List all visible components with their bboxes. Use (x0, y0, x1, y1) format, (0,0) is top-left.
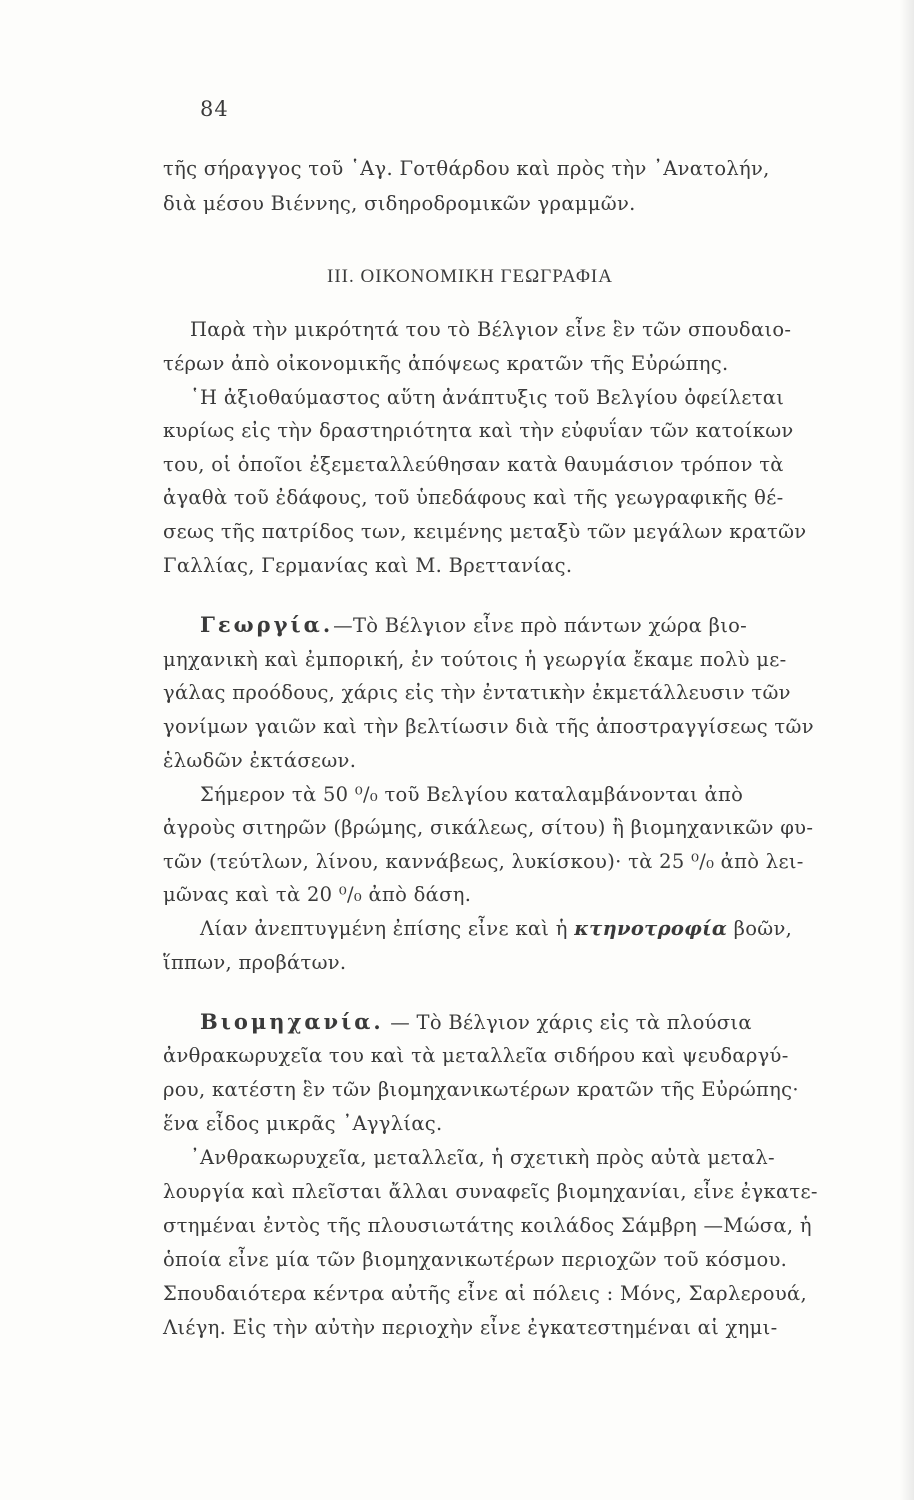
text-line: Γαλλίας, Γερμανίας καὶ Μ. Βρεττανίας. (163, 554, 573, 577)
text-line: ἑλωδῶν ἐκτάσεων. (163, 749, 357, 772)
text-line: μῶνας καὶ τὰ 20 ⁰/₀ ἀπὸ δάση. (163, 883, 472, 906)
paragraph-lead (200, 612, 747, 639)
text-line: στημέναι ἐντὸς τῆς πλουσιωτάτης κοιλάδος Σάμβρη —Μώσα, ἡ (163, 1214, 812, 1237)
text-line: ρου, κατέστη ἓν τῶν βιομηχανικωτέρων κρατῶν τῆς Εὐρώπης· (163, 1078, 799, 1101)
page-edge-shadow (900, 0, 914, 1500)
text-line: τέρων ἀπὸ οἰκονομικῆς ἀπόψεως κρατῶν τῆς Εὐρώπης. (163, 352, 729, 375)
text-line: του, οἱ ὁποῖοι ἐξεμεταλλεύθησαν κατὰ θαυμάσιον τρόπον τὰ (163, 453, 784, 476)
text-line: Παρὰ τὴν μικρότητά του τὸ Βέλγιον εἶνε ἓν τῶν σπουδαιο- (190, 318, 792, 341)
subheading-georgia: Γεωργία. (200, 612, 334, 637)
text-line: ὁποία εἶνε μία τῶν βιομηχανικωτέρων περιοχῶν τοῦ κόσμου. (163, 1248, 788, 1271)
emphasis-ktinotrofia: κτηνοτροφία (574, 917, 728, 940)
text-line: Λιέγη. Εἰς τὴν αὐτὴν περιοχὴν εἶνε ἐγκατεστημέναι αἱ χημι- (163, 1316, 778, 1339)
text-line: ἵππων, προβάτων. (163, 951, 347, 974)
text-line: ἀγροὺς σιτηρῶν (βρώμης, σικάλεως, σίτου) ἢ βιομηχανικῶν φυ- (163, 816, 814, 839)
paragraph-lead (200, 1009, 752, 1036)
text-line: τῆς σήραγγος τοῦ ῾Αγ. Γοτθάρδου καὶ πρὸς τὴν ᾿Ανατολήν, (163, 157, 770, 180)
text-run: Λίαν ἀνεπτυγμένη ἐπίσης εἶνε καὶ ἡ (200, 917, 568, 940)
text-line: ἀγαθὰ τοῦ ἐδάφους, τοῦ ὑπεδάφους καὶ τῆς γεωγραφικῆς θέ- (163, 486, 784, 509)
text-line: διὰ μέσου Βιέννης, σιδηροδρομικῶν γραμμῶν. (163, 192, 636, 215)
text-line: ᾿Ανθρακωρυχεῖα, μεταλλεῖα, ἡ σχετικὴ πρὸς αὐτὰ μεταλ- (190, 1146, 775, 1169)
text-line: λουργία καὶ πλεῖσται ἄλλαι συναφεῖς βιομηχανίαι, εἶνε ἐγκατε- (163, 1180, 818, 1203)
text-line: σεως τῆς πατρίδος των, κειμένης μεταξὺ τῶν μεγάλων κρατῶν (163, 520, 807, 543)
text-line: μηχανικὴ καὶ ἐμπορική, ἐν τούτοις ἡ γεωργία ἔκαμε πολὺ με- (163, 648, 787, 671)
text-line: ῾Η ἀξιοθαύμαστος αὕτη ἀνάπτυξις τοῦ Βελγίου ὀφείλεται (190, 386, 785, 409)
text-line: Σήμερον τὰ 50 ⁰/₀ τοῦ Βελγίου καταλαμβάνονται ἀπὸ (200, 783, 744, 806)
text-line: Σπουδαιότερα κέντρα αὐτῆς εἶνε αἱ πόλεις : Μόνς, Σαρλερουά, (163, 1282, 807, 1305)
text-run: — Τὸ Βέλγιον χάρις εἰς τὰ πλούσια (390, 1011, 752, 1034)
paragraph-line (200, 916, 792, 942)
text-line: ἀνθρακωρυχεῖα του καὶ τὰ μεταλλεῖα σιδήρου καὶ ψευδαργύ- (163, 1044, 789, 1067)
text-line: γάλας προόδους, χάρις εἰς τὴν ἐντατικὴν ἐκμετάλλευσιν τῶν (163, 681, 791, 704)
subheading-viomichania: Βιομηχανία. (200, 1009, 384, 1034)
text-line: κυρίως εἰς τὴν δραστηριότητα καὶ τὴν εὐφυΐαν τῶν κατοίκων (163, 419, 794, 442)
text-line: ἕνα εἶδος μικρᾶς ᾿Αγγλίας. (163, 1112, 443, 1135)
text-run: βοῶν, (733, 917, 793, 940)
text-run: —Τὸ Βέλγιον εἶνε πρὸ πάντων χώρα βιο- (333, 614, 748, 637)
section-heading: III. ΟΙΚΟΝΟΜΙΚΗ ΓΕΩΓΡΑΦΙΑ (327, 266, 613, 287)
text-line: τῶν (τεύτλων, λίνου, καννάβεως, λυκίσκου)· τὰ 25 ⁰/₀ ἀπὸ λει- (163, 850, 804, 873)
page-number: 84 (200, 97, 229, 121)
text-line: γονίμων γαιῶν καὶ τὴν βελτίωσιν διὰ τῆς ἀποστραγγίσεως τῶν (163, 715, 814, 738)
